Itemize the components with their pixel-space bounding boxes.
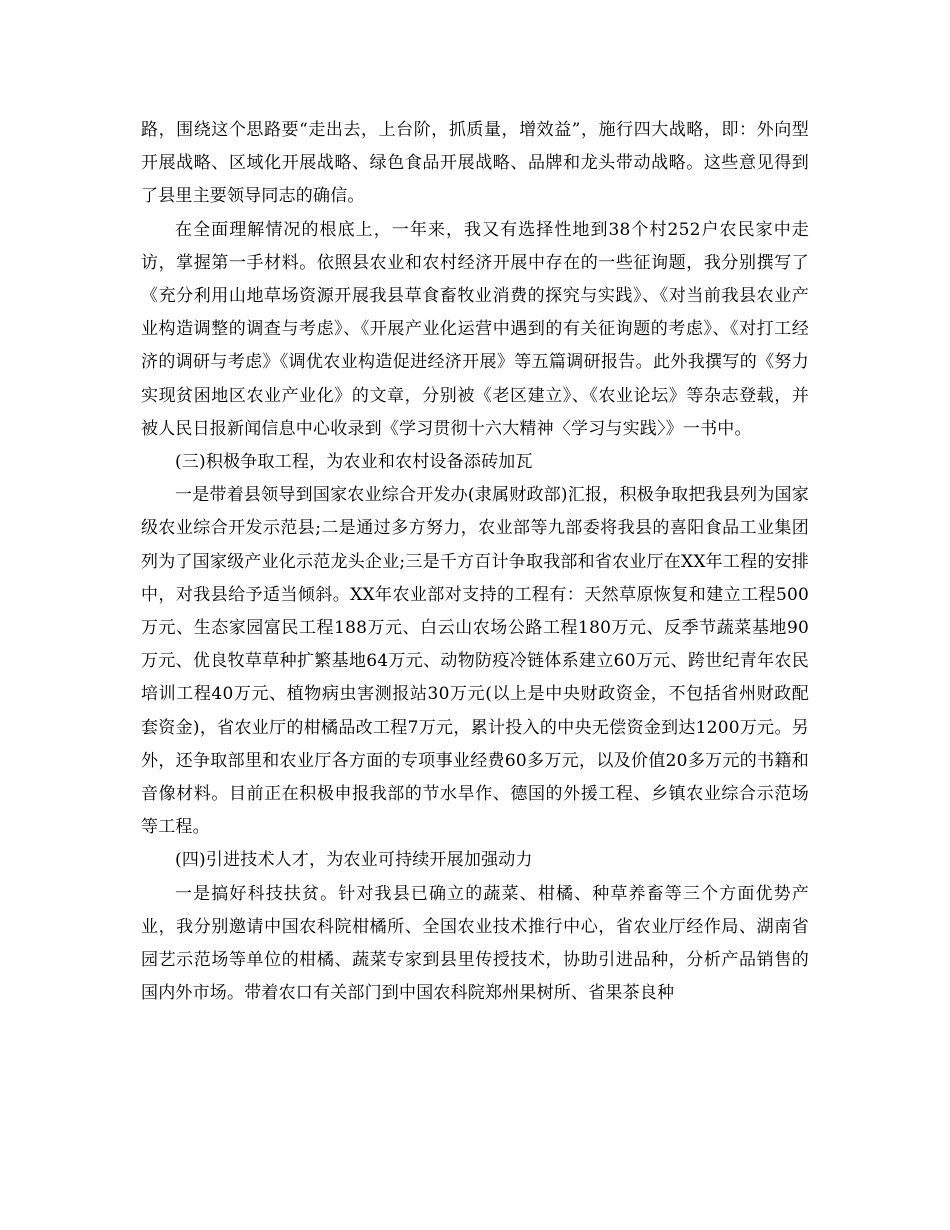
paragraph-research-reports: 在全面理解情况的根底上，一年来，我又有选择性地到38个村252户农民家中走访，掌握第一手材料。依照县农业和农村经济开展中存在的一些征询题，我分别撰写了《充分利用山地草场资源开展我县草食畜牧业消费的探究与实践》、《对当前我县农业产业构造调整的调查与考虑》、《开展产业化运营中遇到的有关征询题的考虑》、《对打工经济的调研与考虑》《调优农业构造促进经济开展》等五篇调研报告。此外我撰写的《努力实现贫困地区农业产业化》的文章，分别被《老区建立》、《农业论坛》等杂志登载，并被人民日报新闻信息中心收录到《学习贯彻十六大精神〈学习与实践〉》一书中。 <box>141 219 809 439</box>
paragraph-projects: 一是带着县领导到国家农业综合开发办(隶属财政部)汇报，积极争取把我县列为国家级农业综合开发示范县;二是通过多方努力，农业部等九部委将我县的喜阳食品工业集团列为了国家级产业化示范龙头企业;三是千方百计争取我部和省农业厅在XX年工程的安排中，对我县给予适当倾斜。XX年农业部对支持的工程有：天然草原恢复和建立工程500万元、生态家园富民工程188万元、白云山农场公路工程180万元、反季节蔬菜基地90万元、优良牧草草种扩繁基地64万元、动物防疫冷链体系建立60万元、跨世纪青年农民培训工程40万元、植物病虫害测报站30万元(以上是中央财政资金，不包括省州财政配套资金)，省农业厅的柑橘品改工程7万元，累计投入的中央无偿资金到达1200万元。另外，还争取部里和农业厅各方面的专项事业经费60多万元，以及价值20多万元的书籍和音像材料。目前正在积极申报我部的节水旱作、德国的外援工程、乡镇农业综合示范场等工程。 <box>141 485 809 838</box>
document-body <box>141 114 809 1010</box>
section-heading-three: (三)积极争取工程，为农业和农村设备添砖加瓦 <box>175 452 533 473</box>
section-heading-four: (四)引进技术人才，为农业可持续开展加强动力 <box>175 850 533 871</box>
paragraph-technology: 一是搞好科技扶贫。针对我县已确立的蔬菜、柑橘、种草养畜等三个方面优势产业，我分别邀请中国农科院柑橘所、全国农业技术推行中心，省农业厅经作局、湖南省园艺示范场等单位的柑橘、蔬菜专家到县里传授技术，协助引进品种，分析产品销售的国内外市场。带着农口有关部门到中国农科院郑州果树所、省果茶良种 <box>141 883 809 1004</box>
paragraph-strategy-continuation: 路，围绕这个思路要“走出去，上台阶，抓质量，增效益”，施行四大战略，即：外向型开展战略、区域化开展战略、绿色食品开展战略、品牌和龙头带动战略。这些意见得到了县里主要领导同志的确信。 <box>141 120 809 207</box>
